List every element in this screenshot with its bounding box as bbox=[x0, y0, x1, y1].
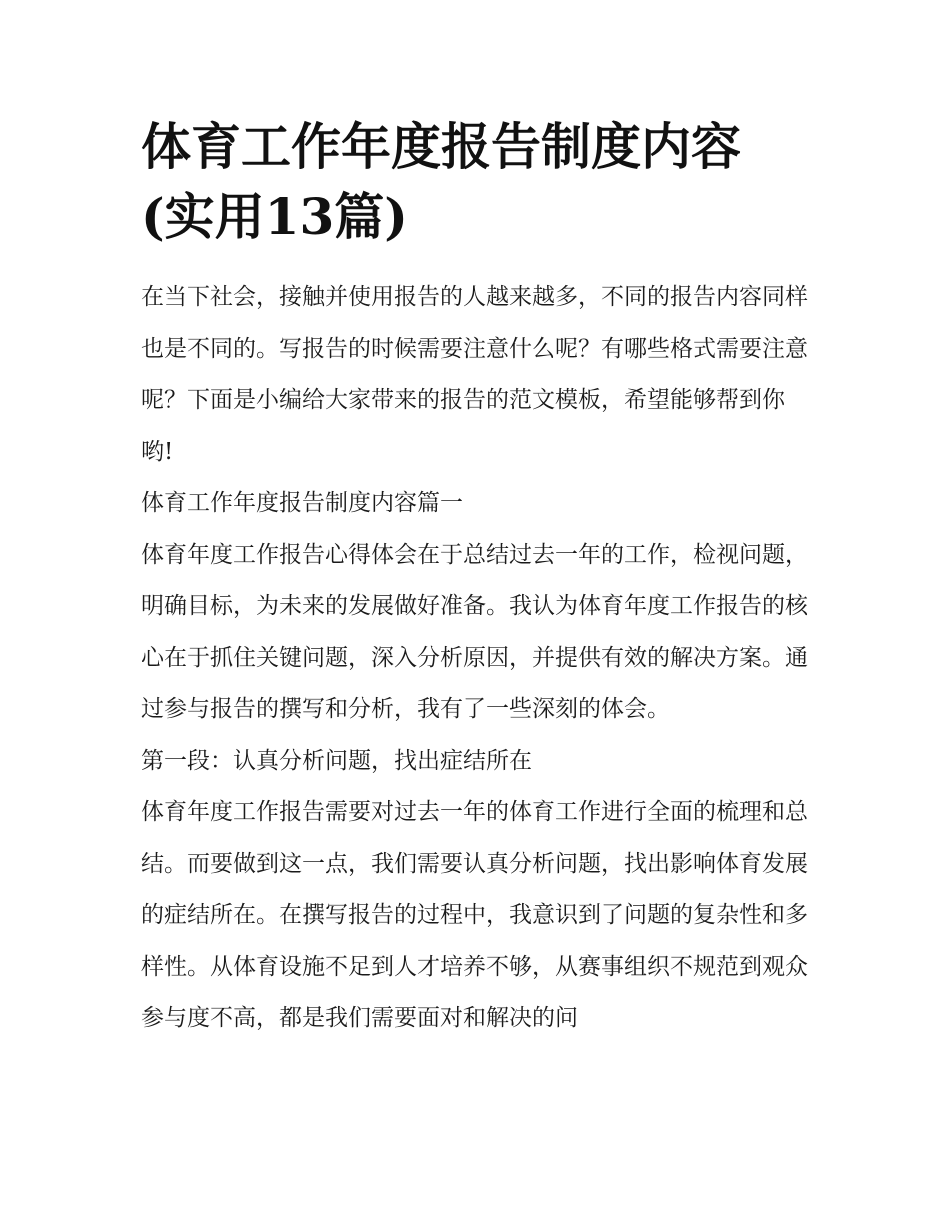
section-heading: 体育工作年度报告制度内容篇一 bbox=[141, 490, 463, 516]
intro-paragraph: 在当下社会，接触并使用报告的人越来越多，不同的报告内容同样也是不同的。写报告的时候需要注意什么呢？有哪些格式需要注意呢？下面是小编给大家带来的报告的范文模板，希望能够帮到你哟! bbox=[141, 284, 808, 465]
subsection-heading: 第一段：认真分析问题，找出症结所在 bbox=[141, 747, 532, 774]
body-paragraph: 体育年度工作报告需要对过去一年的体育工作进行全面的梳理和总结。而要做到这一点，我们需要认真分析问题，找出影响体育发展的症结所在。在撰写报告的过程中，我意识到了问题的复杂性和多样性。从体育设施不足到人才培养不够，从赛事组织不规范到观众参与度不高，都是我们需要面对和解决的问 bbox=[141, 799, 808, 1031]
body-paragraph: 体育年度工作报告心得体会在于总结过去一年的工作，检视问题，明确目标，为未来的发展做好准备。我认为体育年度工作报告的核心在于抓住关键问题，深入分析原因，并提供有效的解决方案。通过参与报告的撰写和分析，我有了一些深刻的体会。 bbox=[141, 541, 808, 722]
document-title: 体育工作年度报告制度内容(实用13篇) bbox=[141, 117, 741, 246]
document-page bbox=[141, 112, 813, 1045]
